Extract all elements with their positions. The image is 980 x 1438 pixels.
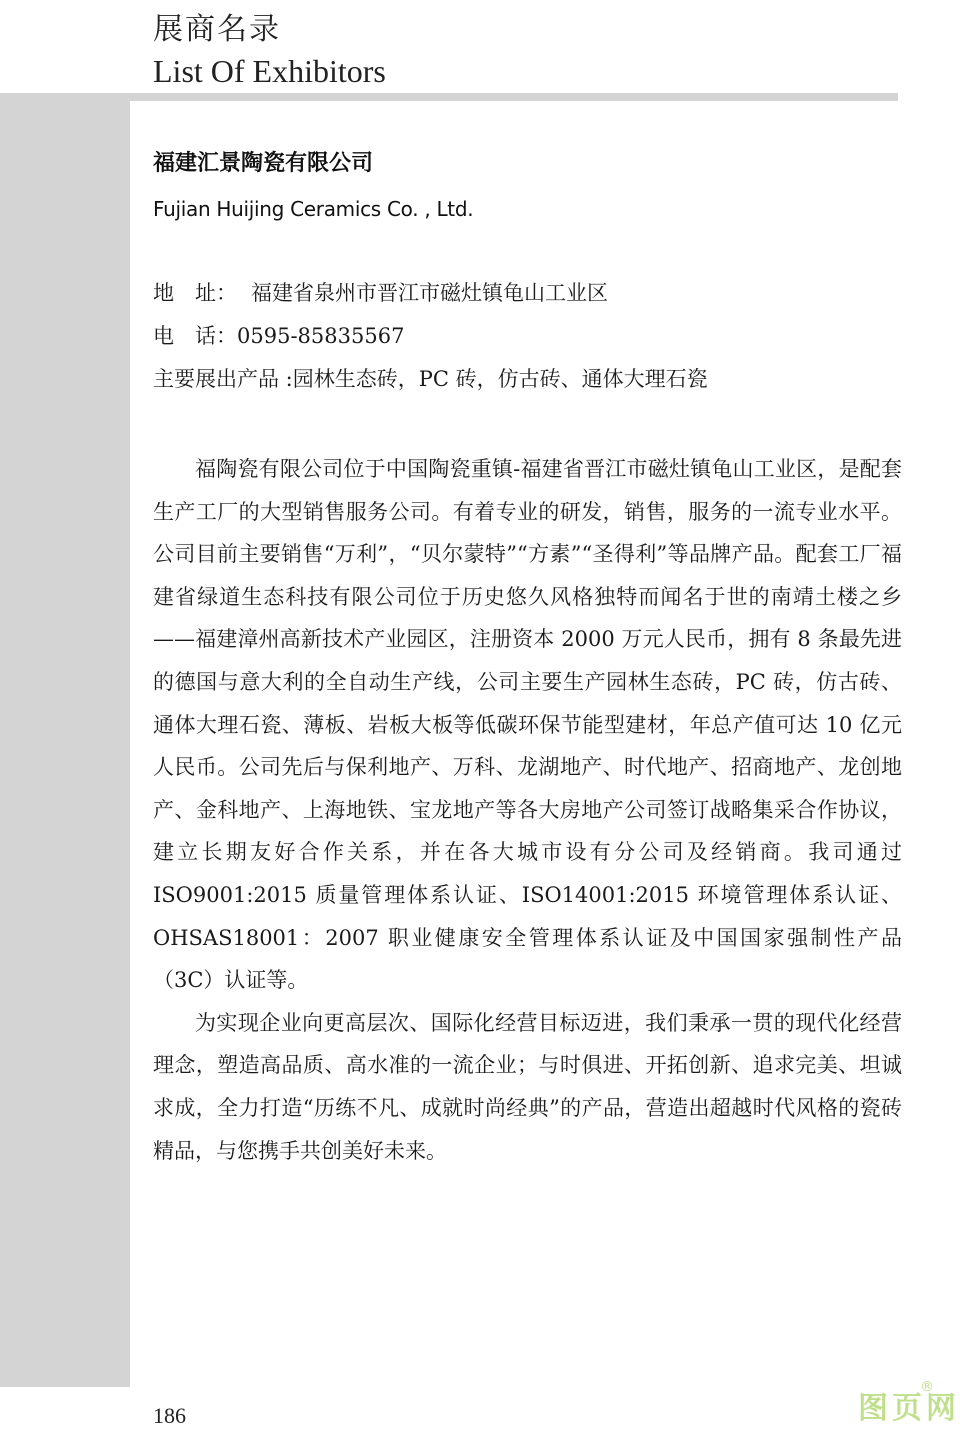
address-line	[153, 278, 608, 308]
products-line	[153, 364, 708, 394]
products-label: 主要展出产品 :	[153, 367, 293, 391]
page-number: 186	[153, 1403, 186, 1428]
phone-value: 0595-85835567	[237, 324, 405, 348]
description-paragraph-2: 为实现企业向更高层次、国际化经营目标迈进，我们秉承一贯的现代化经营理念，塑造高品质、高水准的一流企业；与时俱进、开拓创新、追求完美、坦诚求成，全力打造“历练不凡、成就时尚经典”的产品，营造出超越时代风格的瓷砖精品，与您携手共创美好未来。	[153, 1010, 902, 1163]
registered-mark-icon: ®	[920, 1379, 934, 1395]
company-name-en: Fujian Huijing Ceramics Co. , Ltd.	[153, 197, 474, 221]
side-band	[0, 101, 130, 1387]
products-value: 园林生态砖，PC 砖，仿古砖、通体大理石瓷	[292, 367, 708, 391]
phone-line	[153, 321, 404, 351]
section-title-en: List Of Exhibitors	[153, 53, 386, 89]
header-divider	[0, 93, 898, 101]
address-value: 福建省泉州市晋江市磁灶镇龟山工业区	[251, 281, 608, 305]
watermark-logo	[858, 1379, 968, 1431]
phone-label: 电 话：	[153, 324, 237, 348]
company-description	[153, 448, 902, 1172]
company-name-cn: 福建汇景陶瓷有限公司	[153, 151, 374, 176]
address-label: 地 址：	[153, 281, 237, 305]
section-title-cn: 展商名录	[153, 12, 281, 47]
description-paragraph-1: 福陶瓷有限公司位于中国陶瓷重镇-福建省晋江市磁灶镇龟山工业区，是配套生产工厂的大型销售服务公司。有着专业的研发，销售，服务的一流专业水平。公司目前主要销售“万利”，“贝尔蒙特”“方素”“圣得利”等品牌产品。配套工厂福建省绿道生态科技有限公司位于历史悠久风格独特而闻名于世的南靖土楼之乡——福建漳州高新技术产业园区，注册资本 2000 万元人民币，拥有 8 条最先进的德国与意大利的全自动生产线，公司主要生产园林生态砖，PC 砖，仿古砖、通体大理石瓷、薄板、岩板大板等低碳环保节能型建材，年总产值可达 10 亿元人民币。公司先后与保利地产、万科、龙湖地产、时代地产、招商地产、龙创地产、金科地产、上海地铁、宝龙地产等各大房地产公司签订战略集采合作协议，建立长期友好合作关系，并在各大城市设有分公司及经销商。我司通过 ISO9001:2015 质量管理体系认证、ISO14001:2015 环境管理体系认证、OHSAS18001：2007 职业健康安全管理体系认证及中国国家强制性产品（3C）认证等。	[153, 457, 902, 993]
watermark-text: 图页网	[858, 1391, 960, 1426]
